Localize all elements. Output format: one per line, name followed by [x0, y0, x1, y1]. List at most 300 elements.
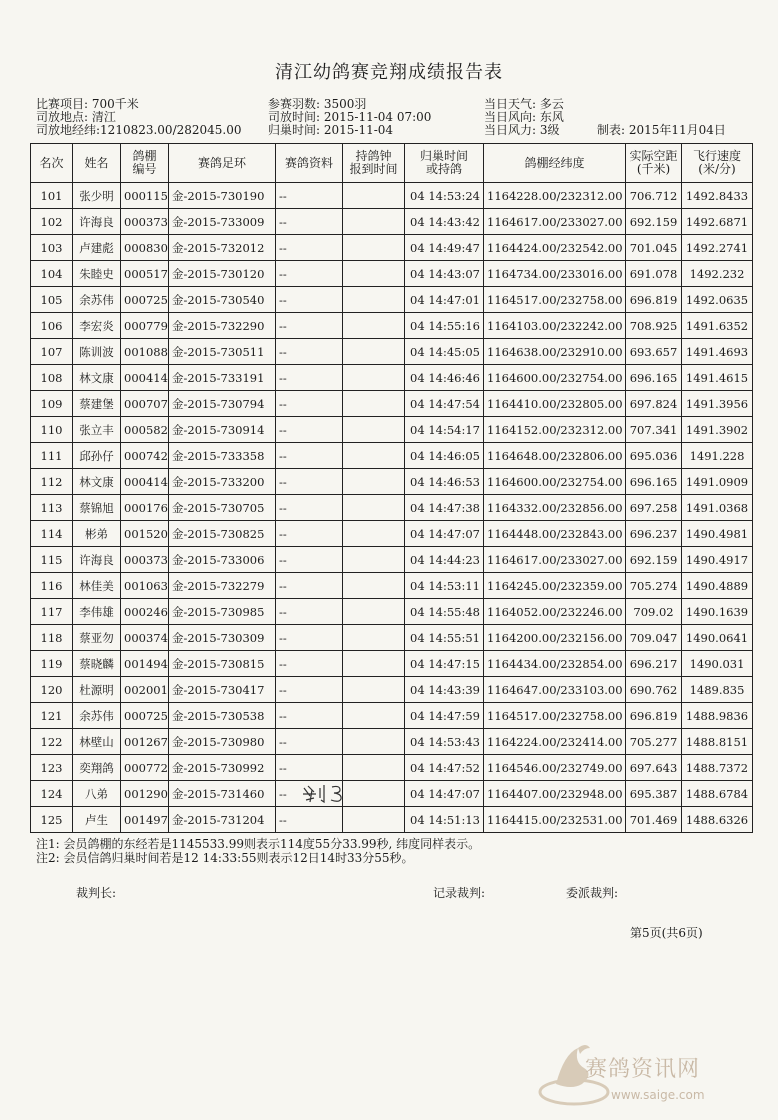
cell-arrive-time: 04 14:51:13 — [405, 807, 484, 833]
cell-coordinates: 1164517.00/232758.00 — [484, 703, 626, 729]
cell-rank: 119 — [31, 651, 73, 677]
cell-name: 许海良 — [73, 209, 121, 235]
table-row — [31, 417, 753, 443]
cell-coordinates: 1164600.00/232754.00 — [484, 365, 626, 391]
table-row — [31, 339, 753, 365]
cell-distance: 690.762 — [626, 677, 682, 703]
cell-distance: 701.469 — [626, 807, 682, 833]
cell-coordinates: 1164648.00/232806.00 — [484, 443, 626, 469]
cell-pigeon-data: -- — [276, 365, 343, 391]
cell-name: 张立丰 — [73, 417, 121, 443]
cell-clock-time — [343, 183, 405, 209]
cell-rank: 109 — [31, 391, 73, 417]
cell-pigeon-data: -- — [276, 703, 343, 729]
cell-pigeon-data: -- — [276, 625, 343, 651]
cell-distance: 693.657 — [626, 339, 682, 365]
cell-speed: 1491.228 — [682, 443, 753, 469]
cell-name: 余苏伟 — [73, 287, 121, 313]
cell-name: 林文康 — [73, 469, 121, 495]
cell-rank: 112 — [31, 469, 73, 495]
cell-ring: 金-2015-730825 — [169, 521, 276, 547]
table-row — [31, 729, 753, 755]
cell-name: 卢建彪 — [73, 235, 121, 261]
cell-loft-id: 000707 — [121, 391, 169, 417]
cell-coordinates: 1164415.00/232531.00 — [484, 807, 626, 833]
cell-loft-id: 001088 — [121, 339, 169, 365]
cell-rank: 101 — [31, 183, 73, 209]
cell-ring: 金-2015-733009 — [169, 209, 276, 235]
table-header-row — [31, 144, 753, 183]
cell-pigeon-data: -- — [276, 287, 343, 313]
cell-arrive-time: 04 14:55:48 — [405, 599, 484, 625]
cell-clock-time — [343, 703, 405, 729]
cell-ring: 金-2015-730794 — [169, 391, 276, 417]
race-item: 比赛项目: 700千米 — [36, 97, 139, 111]
table-row — [31, 183, 753, 209]
report-title: 清江幼鸽赛竞翔成绩报告表 — [275, 62, 503, 83]
cell-rank: 117 — [31, 599, 73, 625]
cell-name: 林壁山 — [73, 729, 121, 755]
cell-arrive-time: 04 14:54:17 — [405, 417, 484, 443]
cell-coordinates: 1164152.00/232312.00 — [484, 417, 626, 443]
cell-rank: 123 — [31, 755, 73, 781]
cell-ring: 金-2015-731204 — [169, 807, 276, 833]
header-rank: 名次 — [31, 144, 73, 183]
header-loft-id: 鸽棚 编号 — [121, 144, 169, 183]
cell-name: 卢生 — [73, 807, 121, 833]
cell-clock-time — [343, 417, 405, 443]
table-row — [31, 625, 753, 651]
cell-arrive-time: 04 14:46:05 — [405, 443, 484, 469]
cell-speed: 1488.9836 — [682, 703, 753, 729]
cell-coordinates: 1164546.00/232749.00 — [484, 755, 626, 781]
cell-coordinates: 1164617.00/233027.00 — [484, 209, 626, 235]
cell-distance: 697.824 — [626, 391, 682, 417]
cell-arrive-time: 04 14:53:24 — [405, 183, 484, 209]
cell-loft-id: 000414 — [121, 365, 169, 391]
cell-clock-time — [343, 651, 405, 677]
release-location: 司放地点: 清江 — [36, 110, 116, 124]
cell-speed: 1491.0909 — [682, 469, 753, 495]
table-row — [31, 469, 753, 495]
cell-coordinates: 1164245.00/232359.00 — [484, 573, 626, 599]
wind-force: 当日风力: 3级 — [484, 123, 560, 137]
cell-ring: 金-2015-730538 — [169, 703, 276, 729]
cell-clock-time — [343, 443, 405, 469]
cell-clock-time — [343, 755, 405, 781]
cell-ring: 金-2015-733006 — [169, 547, 276, 573]
cell-arrive-time: 04 14:46:46 — [405, 365, 484, 391]
handwritten-note — [300, 782, 360, 806]
cell-rank: 102 — [31, 209, 73, 235]
cell-speed: 1491.6352 — [682, 313, 753, 339]
cell-loft-id: 001494 — [121, 651, 169, 677]
cell-speed: 1490.4917 — [682, 547, 753, 573]
table-row — [31, 573, 753, 599]
cell-pigeon-data: -- — [276, 547, 343, 573]
cell-arrive-time: 04 14:49:47 — [405, 235, 484, 261]
cell-distance: 692.159 — [626, 547, 682, 573]
cell-clock-time — [343, 235, 405, 261]
table-row — [31, 261, 753, 287]
notes — [36, 837, 480, 865]
cell-clock-time — [343, 547, 405, 573]
cell-speed: 1491.4693 — [682, 339, 753, 365]
cell-pigeon-data: -- — [276, 391, 343, 417]
cell-ring: 金-2015-730540 — [169, 287, 276, 313]
cell-rank: 121 — [31, 703, 73, 729]
cell-coordinates: 1164228.00/232312.00 — [484, 183, 626, 209]
cell-rank: 110 — [31, 417, 73, 443]
header-name: 姓名 — [73, 144, 121, 183]
cell-loft-id: 000725 — [121, 703, 169, 729]
race-info-col1 — [36, 98, 242, 137]
cell-loft-id: 000582 — [121, 417, 169, 443]
cell-distance: 696.165 — [626, 365, 682, 391]
cell-name: 蔡晓麟 — [73, 651, 121, 677]
cell-coordinates: 1164647.00/233103.00 — [484, 677, 626, 703]
cell-pigeon-data: -- — [276, 729, 343, 755]
cell-coordinates: 1164224.00/232414.00 — [484, 729, 626, 755]
cell-clock-time — [343, 495, 405, 521]
table-row — [31, 313, 753, 339]
cell-pigeon-data: -- — [276, 599, 343, 625]
cell-clock-time — [343, 261, 405, 287]
return-time: 归巢时间: 2015-11-04 — [268, 123, 394, 137]
race-info-col3 — [484, 98, 564, 137]
cell-rank: 107 — [31, 339, 73, 365]
cell-pigeon-data: -- — [276, 443, 343, 469]
cell-ring: 金-2015-730417 — [169, 677, 276, 703]
cell-distance: 696.237 — [626, 521, 682, 547]
cell-ring: 金-2015-730985 — [169, 599, 276, 625]
cell-pigeon-data: -- — [276, 807, 343, 833]
cell-coordinates: 1164638.00/232910.00 — [484, 339, 626, 365]
cell-coordinates: 1164332.00/232856.00 — [484, 495, 626, 521]
cell-arrive-time: 04 14:47:07 — [405, 521, 484, 547]
cell-name: 奕翔鸽 — [73, 755, 121, 781]
cell-loft-id: 001063 — [121, 573, 169, 599]
cell-coordinates: 1164448.00/232843.00 — [484, 521, 626, 547]
table-row — [31, 599, 753, 625]
cell-speed: 1492.8433 — [682, 183, 753, 209]
cell-name: 张少明 — [73, 183, 121, 209]
cell-coordinates: 1164103.00/232242.00 — [484, 313, 626, 339]
release-time: 司放时间: 2015-11-04 07:00 — [268, 110, 432, 124]
results-body — [31, 183, 753, 833]
cell-clock-time — [343, 339, 405, 365]
chief-judge-label: 裁判长: — [76, 886, 117, 900]
cell-speed: 1492.0635 — [682, 287, 753, 313]
cell-coordinates: 1164517.00/232758.00 — [484, 287, 626, 313]
cell-distance: 705.277 — [626, 729, 682, 755]
cell-clock-time — [343, 391, 405, 417]
cell-ring: 金-2015-732012 — [169, 235, 276, 261]
cell-arrive-time: 04 14:43:39 — [405, 677, 484, 703]
cell-pigeon-data: -- — [276, 339, 343, 365]
cell-coordinates: 1164200.00/232156.00 — [484, 625, 626, 651]
delegate-judge-label: 委派裁判: — [566, 886, 619, 900]
cell-ring: 金-2015-730914 — [169, 417, 276, 443]
cell-speed: 1491.3956 — [682, 391, 753, 417]
cell-loft-id: 000742 — [121, 443, 169, 469]
cell-coordinates: 1164734.00/233016.00 — [484, 261, 626, 287]
cell-loft-id: 000246 — [121, 599, 169, 625]
table-row — [31, 651, 753, 677]
cell-name: 许海良 — [73, 547, 121, 573]
cell-clock-time — [343, 625, 405, 651]
cell-ring: 金-2015-731460 — [169, 781, 276, 807]
header-pigeon-data: 赛鸽资料 — [276, 144, 343, 183]
cell-pigeon-data: -- — [276, 313, 343, 339]
cell-rank: 115 — [31, 547, 73, 573]
cell-speed: 1488.7372 — [682, 755, 753, 781]
weather: 当日天气: 多云 — [484, 97, 564, 111]
cell-ring: 金-2015-730190 — [169, 183, 276, 209]
cell-distance: 708.925 — [626, 313, 682, 339]
header-arrive-time: 归巢时间 或持鸽 — [405, 144, 484, 183]
table-row — [31, 755, 753, 781]
cell-arrive-time: 04 14:53:11 — [405, 573, 484, 599]
cell-speed: 1488.6326 — [682, 807, 753, 833]
cell-speed: 1488.8151 — [682, 729, 753, 755]
cell-clock-time — [343, 365, 405, 391]
cell-ring: 金-2015-732290 — [169, 313, 276, 339]
cell-pigeon-data: -- — [276, 677, 343, 703]
table-row — [31, 443, 753, 469]
cell-name: 李伟雄 — [73, 599, 121, 625]
cell-speed: 1492.6871 — [682, 209, 753, 235]
cell-ring: 金-2015-730980 — [169, 729, 276, 755]
cell-name: 余苏伟 — [73, 703, 121, 729]
cell-clock-time — [343, 469, 405, 495]
cell-arrive-time: 04 14:55:51 — [405, 625, 484, 651]
cell-rank: 114 — [31, 521, 73, 547]
race-info-col2 — [268, 98, 431, 137]
cell-distance: 709.047 — [626, 625, 682, 651]
cell-name: 杜源明 — [73, 677, 121, 703]
cell-name: 彬弟 — [73, 521, 121, 547]
table-row — [31, 209, 753, 235]
cell-rank: 118 — [31, 625, 73, 651]
cell-distance: 701.045 — [626, 235, 682, 261]
cell-rank: 105 — [31, 287, 73, 313]
cell-distance: 697.643 — [626, 755, 682, 781]
note-2: 注2: 会员信鸽归巢时间若是12 14:33:55则表示12日14时33分55秒。 — [36, 851, 414, 865]
entry-count: 参赛羽数: 3500羽 — [268, 97, 367, 111]
cell-ring: 金-2015-730309 — [169, 625, 276, 651]
cell-pigeon-data: -- — [276, 183, 343, 209]
cell-distance: 696.165 — [626, 469, 682, 495]
cell-speed: 1489.835 — [682, 677, 753, 703]
table-row — [31, 807, 753, 833]
cell-loft-id: 000725 — [121, 287, 169, 313]
cell-loft-id: 000176 — [121, 495, 169, 521]
page-number: 第5页(共6页) — [630, 926, 703, 940]
cell-pigeon-data: -- — [276, 755, 343, 781]
cell-ring: 金-2015-733200 — [169, 469, 276, 495]
cell-loft-id: 000517 — [121, 261, 169, 287]
cell-name: 朱睦史 — [73, 261, 121, 287]
cell-coordinates: 1164600.00/232754.00 — [484, 469, 626, 495]
cell-arrive-time: 04 14:43:07 — [405, 261, 484, 287]
wind-direction: 当日风向: 东风 — [484, 110, 564, 124]
cell-loft-id: 000830 — [121, 235, 169, 261]
watermark-text: 赛鸽资讯网 — [585, 1057, 701, 1082]
cell-rank: 125 — [31, 807, 73, 833]
cell-distance: 692.159 — [626, 209, 682, 235]
cell-rank: 108 — [31, 365, 73, 391]
cell-pigeon-data: -- — [276, 417, 343, 443]
cell-loft-id: 000779 — [121, 313, 169, 339]
cell-pigeon-data: -- — [276, 521, 343, 547]
cell-distance: 697.258 — [626, 495, 682, 521]
cell-loft-id: 000115 — [121, 183, 169, 209]
cell-name: 邱孙仔 — [73, 443, 121, 469]
cell-arrive-time: 04 14:45:05 — [405, 339, 484, 365]
header-distance: 实际空距 (千米) — [626, 144, 682, 183]
cell-clock-time — [343, 807, 405, 833]
cell-ring: 金-2015-730511 — [169, 339, 276, 365]
cell-pigeon-data: -- — [276, 261, 343, 287]
cell-loft-id: 001290 — [121, 781, 169, 807]
cell-ring: 金-2015-730815 — [169, 651, 276, 677]
results-table — [30, 143, 753, 833]
cell-distance: 696.819 — [626, 703, 682, 729]
cell-coordinates: 1164424.00/232542.00 — [484, 235, 626, 261]
release-coordinates: 司放地经纬:1210823.00/282045.00 — [36, 123, 242, 137]
cell-loft-id: 001267 — [121, 729, 169, 755]
recorder-label: 记录裁判: — [433, 886, 486, 900]
cell-clock-time — [343, 573, 405, 599]
cell-coordinates: 1164410.00/232805.00 — [484, 391, 626, 417]
table-row — [31, 495, 753, 521]
cell-loft-id: 000373 — [121, 209, 169, 235]
table-row — [31, 703, 753, 729]
cell-loft-id: 000414 — [121, 469, 169, 495]
cell-arrive-time: 04 14:47:54 — [405, 391, 484, 417]
cell-clock-time — [343, 599, 405, 625]
cell-distance: 705.274 — [626, 573, 682, 599]
cell-arrive-time: 04 14:47:59 — [405, 703, 484, 729]
cell-arrive-time: 04 14:47:15 — [405, 651, 484, 677]
table-row — [31, 391, 753, 417]
cell-speed: 1491.4615 — [682, 365, 753, 391]
cell-coordinates: 1164434.00/232854.00 — [484, 651, 626, 677]
cell-rank: 103 — [31, 235, 73, 261]
cell-speed: 1490.4889 — [682, 573, 753, 599]
cell-name: 陈训波 — [73, 339, 121, 365]
cell-pigeon-data: -- — [276, 781, 343, 807]
cell-coordinates: 1164052.00/232246.00 — [484, 599, 626, 625]
cell-loft-id: 000374 — [121, 625, 169, 651]
cell-clock-time — [343, 209, 405, 235]
made-date: 制表: 2015年11月04日 — [597, 123, 726, 137]
cell-clock-time — [343, 729, 405, 755]
cell-coordinates: 1164407.00/232948.00 — [484, 781, 626, 807]
cell-ring: 金-2015-730120 — [169, 261, 276, 287]
cell-pigeon-data: -- — [276, 235, 343, 261]
cell-speed: 1492.232 — [682, 261, 753, 287]
cell-name: 八弟 — [73, 781, 121, 807]
cell-rank: 122 — [31, 729, 73, 755]
table-row — [31, 365, 753, 391]
cell-arrive-time: 04 14:47:01 — [405, 287, 484, 313]
table-row — [31, 287, 753, 313]
cell-clock-time — [343, 677, 405, 703]
note-1: 注1: 会员鸽棚的东经若是1145533.99则表示114度55分33.99秒, 纬度同样表示。 — [36, 837, 481, 851]
cell-rank: 120 — [31, 677, 73, 703]
cell-coordinates: 1164617.00/233027.00 — [484, 547, 626, 573]
cell-rank: 116 — [31, 573, 73, 599]
cell-speed: 1490.031 — [682, 651, 753, 677]
cell-pigeon-data: -- — [276, 209, 343, 235]
cell-speed: 1490.1639 — [682, 599, 753, 625]
cell-ring: 金-2015-733358 — [169, 443, 276, 469]
cell-distance: 696.217 — [626, 651, 682, 677]
cell-arrive-time: 04 14:55:16 — [405, 313, 484, 339]
cell-loft-id: 001497 — [121, 807, 169, 833]
cell-pigeon-data: -- — [276, 573, 343, 599]
cell-rank: 124 — [31, 781, 73, 807]
cell-name: 蔡亚勿 — [73, 625, 121, 651]
cell-distance: 707.341 — [626, 417, 682, 443]
cell-distance: 706.712 — [626, 183, 682, 209]
table-row — [31, 521, 753, 547]
cell-arrive-time: 04 14:46:53 — [405, 469, 484, 495]
cell-clock-time — [343, 287, 405, 313]
cell-distance: 696.819 — [626, 287, 682, 313]
watermark-url: www.saige.com — [611, 1088, 705, 1102]
cell-ring: 金-2015-733191 — [169, 365, 276, 391]
cell-rank: 113 — [31, 495, 73, 521]
cell-speed: 1492.2741 — [682, 235, 753, 261]
table-row — [31, 677, 753, 703]
header-ring: 赛鸽足环 — [169, 144, 276, 183]
cell-pigeon-data: -- — [276, 469, 343, 495]
cell-clock-time — [343, 521, 405, 547]
header-coordinates: 鸽棚经纬度 — [484, 144, 626, 183]
cell-ring: 金-2015-730992 — [169, 755, 276, 781]
table-row — [31, 781, 753, 807]
cell-name: 蔡建堡 — [73, 391, 121, 417]
cell-pigeon-data: -- — [276, 651, 343, 677]
cell-arrive-time: 04 14:43:42 — [405, 209, 484, 235]
cell-name: 蔡锦旭 — [73, 495, 121, 521]
cell-distance: 709.02 — [626, 599, 682, 625]
cell-speed: 1491.3902 — [682, 417, 753, 443]
cell-distance: 695.387 — [626, 781, 682, 807]
cell-arrive-time: 04 14:44:23 — [405, 547, 484, 573]
cell-pigeon-data: -- — [276, 495, 343, 521]
cell-distance: 691.078 — [626, 261, 682, 287]
cell-rank: 106 — [31, 313, 73, 339]
table-row — [31, 235, 753, 261]
header-speed: 飞行速度 (米/分) — [682, 144, 753, 183]
table-row — [31, 547, 753, 573]
cell-distance: 695.036 — [626, 443, 682, 469]
cell-speed: 1490.4981 — [682, 521, 753, 547]
cell-ring: 金-2015-732279 — [169, 573, 276, 599]
cell-rank: 111 — [31, 443, 73, 469]
header-clock-time: 持鸽钟 报到时间 — [343, 144, 405, 183]
cell-speed: 1490.0641 — [682, 625, 753, 651]
cell-arrive-time: 04 14:47:52 — [405, 755, 484, 781]
cell-speed: 1488.6784 — [682, 781, 753, 807]
cell-ring: 金-2015-730705 — [169, 495, 276, 521]
cell-rank: 104 — [31, 261, 73, 287]
cell-arrive-time: 04 14:47:38 — [405, 495, 484, 521]
